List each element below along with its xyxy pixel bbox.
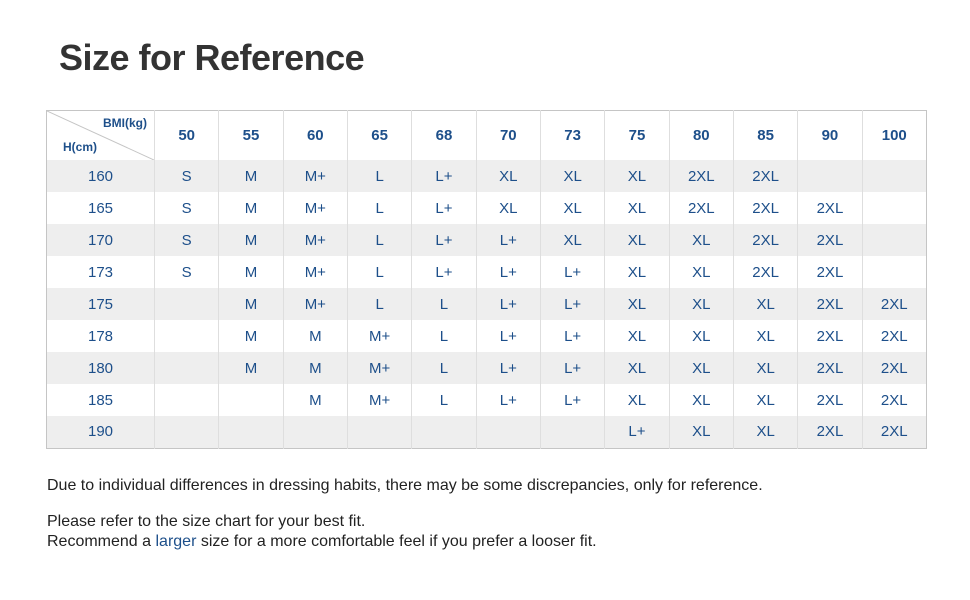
table-row <box>47 352 927 384</box>
disclaimer-text: Due to individual differences in dressing habits, there may be some discrepancies, only for reference. <box>47 477 763 494</box>
size-cell: M <box>219 352 283 384</box>
size-cell <box>347 416 411 448</box>
size-cell: S <box>155 224 219 256</box>
size-cell: XL <box>605 192 669 224</box>
size-cell: M <box>219 224 283 256</box>
size-cell: S <box>155 160 219 192</box>
size-cell: M+ <box>283 256 347 288</box>
size-cell: L+ <box>476 384 540 416</box>
size-chart-table <box>46 110 927 449</box>
size-cell: M <box>219 192 283 224</box>
table-row <box>47 416 927 448</box>
size-cell <box>540 416 604 448</box>
height-row-header: 185 <box>47 384 155 416</box>
bmi-column-header: 75 <box>605 111 669 161</box>
size-cell <box>476 416 540 448</box>
size-cell: L <box>347 256 411 288</box>
size-cell: XL <box>540 224 604 256</box>
size-cell <box>155 352 219 384</box>
size-cell: L+ <box>412 192 476 224</box>
height-row-header: 178 <box>47 320 155 352</box>
table-row <box>47 320 927 352</box>
height-row-header: 173 <box>47 256 155 288</box>
size-cell: L <box>347 160 411 192</box>
size-cell: XL <box>733 352 797 384</box>
height-row-header: 160 <box>47 160 155 192</box>
recommendation-prefix: Recommend a <box>47 533 156 550</box>
bmi-column-header: 68 <box>412 111 476 161</box>
size-cell: XL <box>669 288 733 320</box>
size-cell: XL <box>605 384 669 416</box>
size-cell: XL <box>605 256 669 288</box>
size-cell: 2XL <box>798 256 862 288</box>
size-cell: 2XL <box>669 160 733 192</box>
size-cell: L+ <box>476 224 540 256</box>
size-cell: 2XL <box>733 256 797 288</box>
size-cell <box>219 416 283 448</box>
size-cell: L <box>412 320 476 352</box>
height-row-header: 190 <box>47 416 155 448</box>
size-cell <box>862 224 926 256</box>
size-cell: 2XL <box>798 320 862 352</box>
size-cell: L+ <box>476 320 540 352</box>
recommendation-emphasis: larger <box>155 533 197 550</box>
size-cell: 2XL <box>798 192 862 224</box>
size-cell: 2XL <box>862 416 926 448</box>
table-row <box>47 256 927 288</box>
bmi-column-header: 90 <box>798 111 862 161</box>
size-cell: M <box>283 320 347 352</box>
size-cell: 2XL <box>798 352 862 384</box>
size-cell: 2XL <box>862 384 926 416</box>
size-cell: L <box>412 384 476 416</box>
bmi-column-header: 60 <box>283 111 347 161</box>
fit-advice-text: Please refer to the size chart for your best fit. <box>47 513 366 530</box>
size-table-body <box>47 160 927 448</box>
size-cell: M+ <box>347 384 411 416</box>
size-cell: 2XL <box>798 224 862 256</box>
height-row-header: 180 <box>47 352 155 384</box>
size-cell: XL <box>605 224 669 256</box>
recommendation-suffix: size for a more comfortable feel if you prefer a looser fit. <box>196 533 597 550</box>
size-cell: L+ <box>540 384 604 416</box>
size-cell: XL <box>669 256 733 288</box>
corner-header-cell <box>47 111 155 161</box>
table-row <box>47 192 927 224</box>
size-cell: L+ <box>540 256 604 288</box>
table-row <box>47 384 927 416</box>
bmi-column-header: 73 <box>540 111 604 161</box>
size-cell: M <box>283 384 347 416</box>
size-cell: 2XL <box>862 288 926 320</box>
size-cell: M+ <box>283 224 347 256</box>
size-cell: XL <box>540 160 604 192</box>
size-cell: XL <box>669 416 733 448</box>
size-cell: XL <box>669 320 733 352</box>
size-cell: M <box>219 320 283 352</box>
size-cell: XL <box>669 384 733 416</box>
bmi-column-header: 65 <box>347 111 411 161</box>
size-cell: XL <box>540 192 604 224</box>
height-row-header: 175 <box>47 288 155 320</box>
size-cell <box>798 160 862 192</box>
size-cell: L+ <box>412 224 476 256</box>
size-cell: M <box>219 256 283 288</box>
size-cell <box>155 416 219 448</box>
size-cell: XL <box>476 160 540 192</box>
size-cell: 2XL <box>798 288 862 320</box>
height-row-header: 170 <box>47 224 155 256</box>
header-row <box>47 111 927 161</box>
size-cell: L+ <box>412 256 476 288</box>
size-cell <box>283 416 347 448</box>
size-cell: M <box>219 288 283 320</box>
size-cell: S <box>155 192 219 224</box>
size-cell: XL <box>733 320 797 352</box>
size-cell: 2XL <box>733 192 797 224</box>
size-cell: M+ <box>347 352 411 384</box>
size-cell: 2XL <box>798 416 862 448</box>
size-cell <box>155 320 219 352</box>
table-row <box>47 224 927 256</box>
size-cell: 2XL <box>733 160 797 192</box>
size-cell <box>155 288 219 320</box>
size-cell: L+ <box>476 288 540 320</box>
size-cell: 2XL <box>669 192 733 224</box>
size-cell: L <box>347 224 411 256</box>
size-cell: L+ <box>412 160 476 192</box>
size-cell: L+ <box>540 288 604 320</box>
table-row <box>47 288 927 320</box>
size-cell: L <box>347 192 411 224</box>
size-cell: XL <box>733 288 797 320</box>
size-cell: L <box>412 352 476 384</box>
size-cell: M <box>219 160 283 192</box>
size-cell: S <box>155 256 219 288</box>
size-cell <box>155 384 219 416</box>
size-cell <box>862 256 926 288</box>
bmi-column-header: 55 <box>219 111 283 161</box>
page-title: Size for Reference <box>59 37 365 78</box>
size-cell: L+ <box>476 256 540 288</box>
size-cell: 2XL <box>733 224 797 256</box>
size-cell: L+ <box>605 416 669 448</box>
size-cell: XL <box>605 288 669 320</box>
size-cell: M+ <box>283 192 347 224</box>
size-cell: 2XL <box>862 352 926 384</box>
size-cell: XL <box>669 224 733 256</box>
size-cell: L <box>347 288 411 320</box>
size-cell: XL <box>669 352 733 384</box>
size-cell: XL <box>733 384 797 416</box>
size-cell <box>862 192 926 224</box>
size-cell: M+ <box>283 160 347 192</box>
bmi-column-header: 50 <box>155 111 219 161</box>
bmi-column-header: 100 <box>881 127 907 144</box>
size-cell <box>219 384 283 416</box>
size-cell <box>862 160 926 192</box>
size-cell: L+ <box>540 352 604 384</box>
bmi-column-header: 70 <box>476 111 540 161</box>
size-cell: XL <box>605 352 669 384</box>
size-cell <box>412 416 476 448</box>
bmi-axis-label: BMI(kg) <box>103 116 147 130</box>
size-cell: XL <box>605 160 669 192</box>
height-axis-label: H(cm) <box>63 140 98 154</box>
size-cell: XL <box>605 320 669 352</box>
size-cell: XL <box>476 192 540 224</box>
size-cell: L <box>412 288 476 320</box>
table-row <box>47 160 927 192</box>
bmi-column-header: 85 <box>733 111 797 161</box>
size-cell: L+ <box>476 352 540 384</box>
size-cell: XL <box>733 416 797 448</box>
size-recommendation-text <box>47 532 597 552</box>
size-cell: M+ <box>283 288 347 320</box>
height-row-header: 165 <box>47 192 155 224</box>
size-cell: 2XL <box>862 320 926 352</box>
size-cell: L+ <box>540 320 604 352</box>
size-cell: M <box>283 352 347 384</box>
bmi-column-header: 80 <box>669 111 733 161</box>
size-cell: 2XL <box>798 384 862 416</box>
size-cell: M+ <box>347 320 411 352</box>
